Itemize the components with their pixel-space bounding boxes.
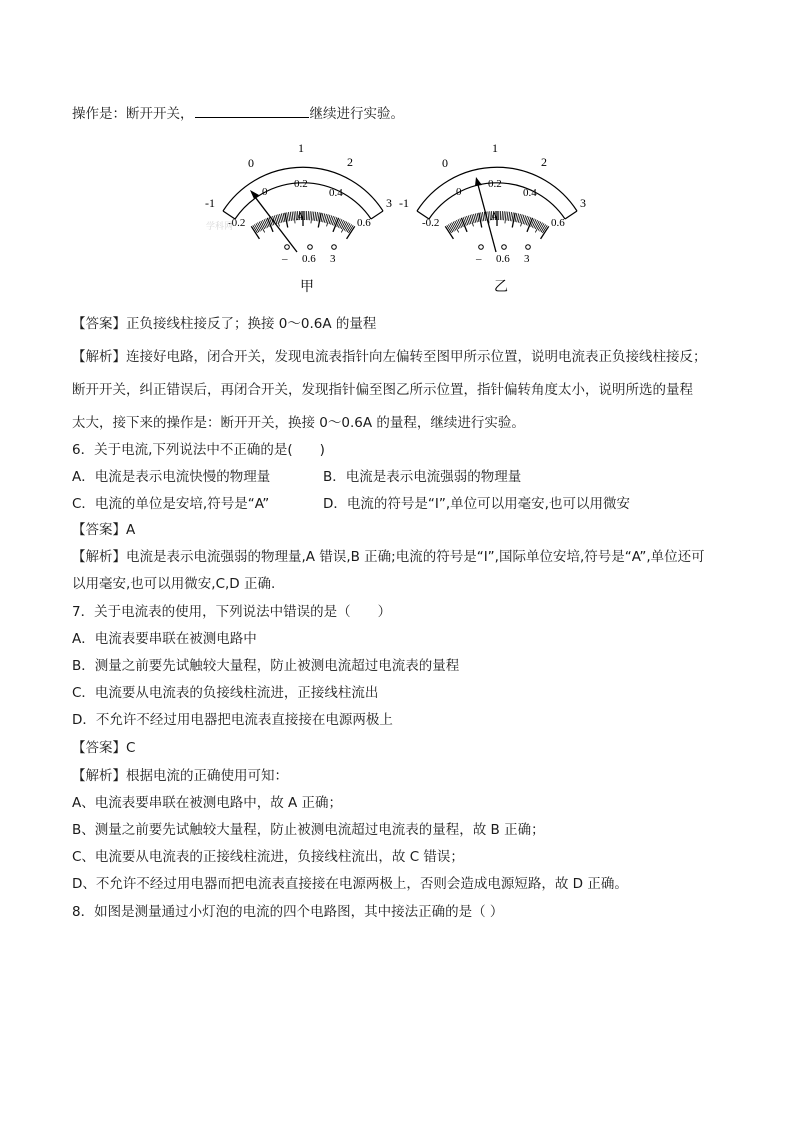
scale-tick [509,212,510,221]
scale-tick [338,219,342,227]
inner-tick-label: 0.6 [357,217,371,229]
ammeter-yi [399,141,586,295]
scale-tick [456,220,460,228]
terminal-3 [526,245,531,250]
scale-ticks-right [445,211,548,239]
outer-tick-label: 2 [347,155,353,169]
terminal-label: – [476,253,482,265]
terminal-negative [479,245,484,250]
q6-option-b: B．电流是表示电流强弱的物理量 [323,469,522,485]
answer-blank [195,103,309,118]
scale-tick [502,211,503,220]
ammeter-jia [205,141,392,295]
scale-tick [458,219,462,227]
q7-analysis-line: C、电流要从电流表的正接线柱流进，负接线柱流出，故 C 错误； [72,849,464,865]
q7-option-d: D．不允许不经过用电器把电流表直接接在电源两极上 [72,712,393,728]
scale-tick [340,220,344,228]
terminal-0.6 [308,245,313,250]
q5-operation-line [72,103,404,124]
watermark: 学科网 [206,221,234,231]
q6-option-c: C．电流的单位是安培,符号是“A” [72,496,270,512]
outer-tick-label: -1 [205,196,215,210]
scale-tick [290,212,291,221]
scale-tick [264,219,268,227]
scale-tick [261,221,265,229]
inner-tick-label: 0 [262,186,268,198]
needle-arrowhead [475,177,482,186]
inner-tick-label: -0.2 [422,217,440,229]
scale-tick [455,221,459,229]
scale-tick [298,211,299,220]
q7-analysis-line: D、不允许不经过用电器而把电流表直接接在电源两极上，否则会造成电源短路，故 D 正确。 [72,876,628,892]
terminal-label: 3 [330,253,336,265]
q6-stem: 6．关于电流,下列说法中不正确的是( ) [72,442,325,458]
inner-tick-label: 0.6 [551,217,565,229]
scale-tick [482,212,483,221]
q5-operation-suffix: 继续进行实验。 [309,106,404,122]
scale-tick [308,211,309,220]
inner-tick-label: 0.4 [523,187,537,199]
terminal-label: – [282,253,288,265]
unit-label: A [490,209,499,223]
scale-tick [486,212,487,221]
scale-tick [507,212,508,221]
scale-tick [311,211,312,223]
q5-analysis-line: 【解析】连接好电路，闭合开关，发现电流表指针向左偏转至图甲所示位置，说明电流表正负接线柱接反； [72,349,707,365]
scale-tick [315,212,316,221]
scale-tick [316,212,317,221]
q6-analysis-line: 【解析】电流是表示电流强弱的物理量,A 错误,B 正确;电流的符号是“I”,国际单位安培,符号是“A”,单位还可 [72,549,705,565]
unit-label: A [296,209,305,223]
q5-operation-prefix: 操作是：断开开关， [72,106,194,122]
terminal-3 [332,245,337,250]
scale-tick [504,211,505,220]
q7-answer: 【答案】C [72,740,136,756]
outer-tick-label: 3 [580,196,586,210]
outer-tick-label: 1 [298,141,304,155]
q7-option-b: B．测量之前要先试触较大量程，防止被测电流超过电流表的量程 [72,658,460,674]
outer-tick-label: 0 [442,156,448,170]
inner-tick-label: 0.2 [488,178,502,190]
terminal-label: 0.6 [496,253,510,265]
outer-tick-label: 1 [492,141,498,155]
scale-tick [521,215,524,227]
q5-answer: 【答案】正负接线柱接反了；换接 0～0.6A 的量程 [72,316,377,332]
q7-analysis-line: B、测量之前要先试触较大量程，防止被测电流超过电流表的量程，故 B 正确； [72,822,545,838]
q8-stem: 8．如图是测量通过小灯泡的电流的四个电路图，其中接法正确的是（ ） [72,904,504,920]
q6-analysis-line: 以用毫安,也可以用微安,C,D 正确. [72,576,276,592]
scale-tick [534,220,538,228]
needle-arrowhead [250,190,259,199]
scale-ticks-left [251,211,354,239]
scale-tick [470,215,473,227]
scale-tick [341,221,345,229]
terminal-label: 0.6 [302,253,316,265]
figure-caption-jia: 甲 [300,279,314,295]
q7-stem: 7．关于电流表的使用，下列说法中错误的是（ ） [72,604,392,620]
scale-tick [327,215,330,227]
inner-tick-label: 0.4 [329,187,343,199]
scale-tick [292,212,293,221]
scale-tick [492,211,493,220]
inner-tick-label: -0.2 [228,217,246,229]
figure-caption-yi: 乙 [494,279,508,295]
q7-option-a: A．电流表要串联在被测电路中 [72,631,257,647]
q6-option-d: D．电流的符号是“I”,单位可以用毫安,也可以用微安 [323,496,630,512]
terminal-0.6 [502,245,507,250]
q6-option-a: A．电流是表示电流快慢的物理量 [72,469,271,485]
terminal-label: 3 [524,253,530,265]
q6-answer: 【答案】A [72,522,136,538]
scale-tick [510,212,511,221]
q5-analysis-line: 断开开关，纠正错误后，再闭合开关，发现指针偏至图乙所示位置，指针偏转角度太小，说明所选的量程 [72,382,693,398]
inner-tick-label: 0.2 [294,178,308,190]
q7-analysis-line: 【解析】根据电流的正确使用可知： [72,768,288,784]
q7-analysis-line: A、电流表要串联在被测电路中，故 A 正确； [72,795,343,811]
terminal-negative [285,245,290,250]
scale-tick [532,219,536,227]
outer-tick-label: 2 [541,155,547,169]
q5-analysis-line: 太大，接下来的操作是：断开开关，换接 0～0.6A 的量程，继续进行实验。 [72,415,525,431]
outer-tick-label: 0 [248,156,254,170]
scale-tick [262,220,266,228]
scale-tick [288,212,289,221]
outer-tick-label: -1 [399,196,409,210]
scale-tick [535,221,539,229]
scale-tick [310,211,311,220]
q7-option-c: C．电流要从电流表的负接线柱流进，正接线柱流出 [72,685,379,701]
inner-tick-label: 0 [456,186,462,198]
scale-tick [313,212,314,221]
scale-tick [505,211,506,223]
scale-tick [294,211,295,223]
ammeter-figures [0,135,794,335]
outer-tick-label: 3 [386,196,392,210]
